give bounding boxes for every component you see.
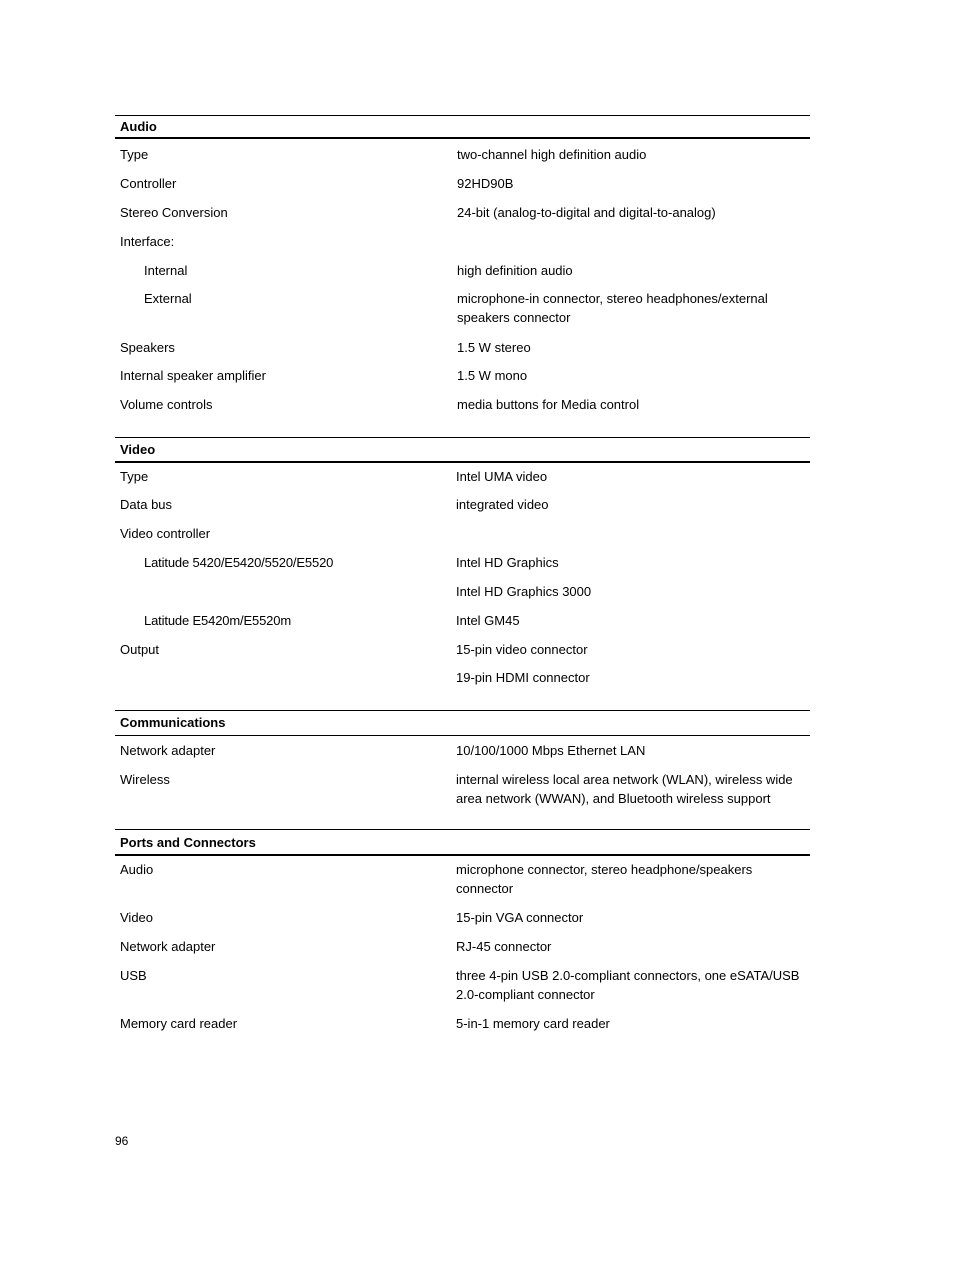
spec-value: integrated video [456,497,549,512]
spec-value: Intel UMA video [456,469,548,484]
spec-label: Network adapter [120,743,216,758]
spec-value: microphone-in connector, stereo headphones/external speakers connector [457,291,768,325]
spec-label: External [144,291,192,306]
spec-label: Latitude E5420m/E5520m [144,613,292,628]
spec-label: Stereo Conversion [120,205,228,220]
table-row [115,366,810,395]
spec-value: 15-pin video connector [456,642,588,657]
spec-label: Network adapter [120,939,216,954]
table-row [115,145,810,174]
spec-label: Memory card reader [120,1016,238,1031]
table-row [115,582,810,611]
communications-section-header: Communications [115,710,810,736]
table-row [115,860,810,908]
spec-value: Intel GM45 [456,613,520,628]
spec-value: 1.5 W stereo [457,340,531,355]
spec-value: media buttons for Media control [457,397,640,412]
spec-label: Type [120,147,149,162]
spec-value: 10/100/1000 Mbps Ethernet LAN [456,743,646,758]
table-row [115,908,810,937]
spec-value: Intel HD Graphics 3000 [456,584,592,599]
spec-label: Internal speaker amplifier [120,368,266,383]
table-row [115,553,810,582]
spec-value: high definition audio [457,263,573,278]
ports-section-header: Ports and Connectors [115,829,810,856]
table-row [115,937,810,966]
table-row [115,289,810,338]
video-section-header: Video [115,437,810,463]
spec-label: Data bus [120,497,173,512]
spec-label: Controller [120,176,177,191]
table-row [115,668,810,697]
table-row [115,395,810,424]
spec-value: three 4-pin USB 2.0-compliant connectors, one eSATA/USB 2.0-compliant connector [456,968,800,1002]
page-number: 96 [115,1134,129,1148]
spec-label: Volume controls [120,397,213,412]
table-row [115,467,810,495]
table-row [115,770,810,819]
spec-label: Output [120,642,160,657]
table-row [115,495,810,524]
spec-value: 19-pin HDMI connector [456,670,590,685]
spec-label: Speakers [120,340,175,355]
communications-spec-table [115,710,810,819]
table-row [115,640,810,668]
table-row [115,338,810,366]
table-row [115,232,810,261]
spec-label: USB [120,968,147,983]
video-spec-table [115,437,810,697]
spec-value: 1.5 W mono [457,368,528,383]
spec-value: 5-in-1 memory card reader [456,1016,610,1031]
table-row [115,611,810,640]
spec-value: two-channel high definition audio [457,147,647,162]
table-row [115,1014,810,1043]
spec-value: internal wireless local area network (WLAN), wireless wide area network (WWAN), and Bluetooth wireless support [456,772,793,806]
spec-value: Intel HD Graphics [456,555,559,570]
spec-value: 15-pin VGA connector [456,910,584,925]
spec-label: Video [120,910,154,925]
spec-label: Interface: [120,234,175,249]
table-row [115,966,810,1014]
spec-label: Internal [144,263,188,278]
table-row [115,203,810,232]
table-row [115,741,810,770]
spec-value: microphone connector, stereo headphone/speakers connector [456,862,753,896]
spec-label: Wireless [120,772,170,787]
audio-section-header: Audio [115,115,810,139]
spec-label: Video controller [120,526,211,541]
table-row [115,261,810,289]
table-row [115,524,810,553]
spec-label: Audio [120,862,154,877]
spec-value: 92HD90B [457,176,514,191]
spec-label: Latitude 5420/E5420/5520/E5520 [144,555,334,570]
audio-spec-table [115,115,810,424]
table-row [115,174,810,203]
spec-label: Type [120,469,149,484]
spec-value: 24-bit (analog-to-digital and digital-to-analog) [457,205,716,220]
spec-value: RJ-45 connector [456,939,552,954]
ports-spec-table [115,829,810,1043]
